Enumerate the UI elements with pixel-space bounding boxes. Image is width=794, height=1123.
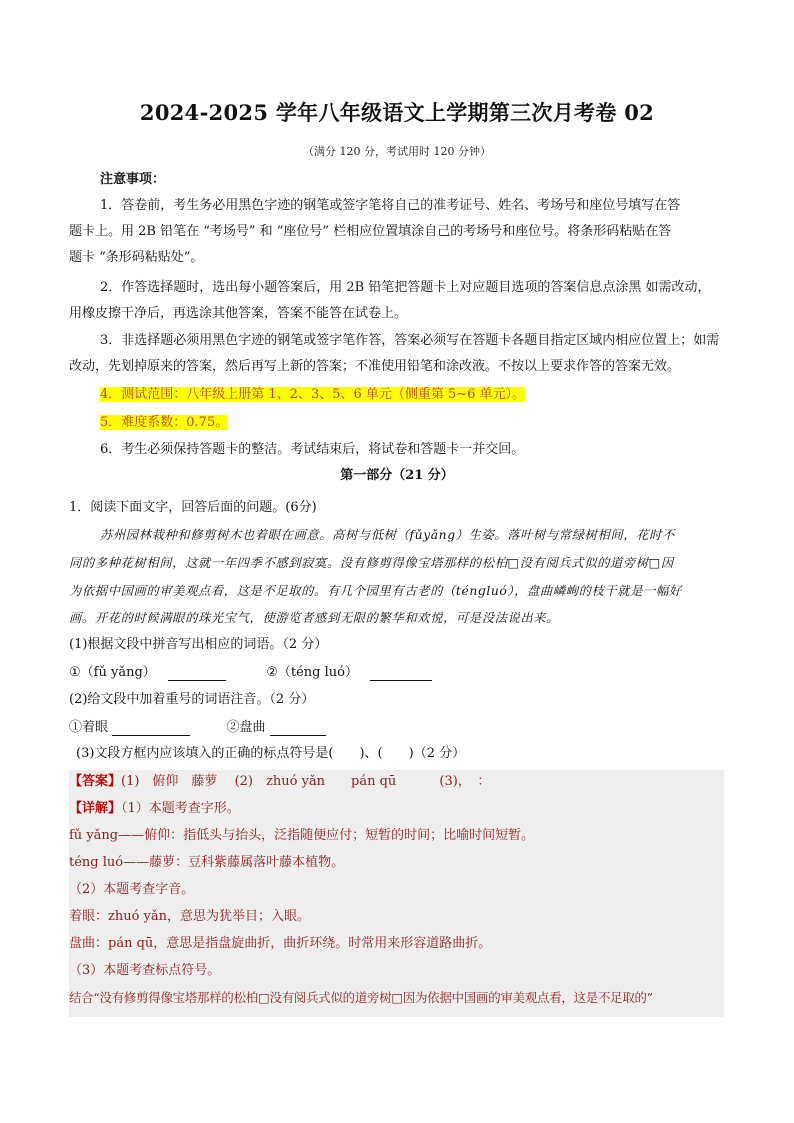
- question-1-stem: 1．阅读下面文字，回答后面的问题。(6分): [69, 500, 317, 515]
- note-4-highlight: 4．测试范围：八年级上册第 1、2、3、5、6 单元（侧重第 5~6 单元）。: [100, 387, 526, 402]
- answer-line: [69, 774, 490, 790]
- detail-2: （2）本题考查字音。: [69, 882, 195, 897]
- sub-question-1: (1)根据文段中拼音写出相应的词语。（2 分）: [69, 637, 328, 652]
- passage-line-2: 同的多种花树相间，这就一年四季不感到寂寞。没有修剪得像宝塔那样的松柏□没有阅兵式似的道旁树□因: [69, 556, 674, 570]
- answer-text: (1) 俯仰 藤萝 (2) zhuó yǎn pán qū (3)， ：: [121, 774, 491, 789]
- note-2-line-2: 用橡皮擦干净后，再选涂其他答案，答案不能答在试卷上。: [69, 306, 408, 321]
- detail-zhuoyan: 着眼：zhuó yǎn，意思为犹举目；入眼。: [69, 909, 311, 924]
- detail-line: [69, 801, 240, 817]
- note-3-line-2: 改动，先划掉原来的答案，然后再写上新的答案；不准使用铅笔和涂改液。不按以上要求作答的答案无效。: [69, 359, 681, 374]
- note-3-line-1: 3．非选择题必须用黑色字迹的钢笔或签字笔作答，答案必须写在答题卡各题目指定区域内相应位置上；如需: [100, 333, 720, 348]
- option-tengluo: ②（téng luó）: [266, 665, 358, 680]
- note-1-line-3: 题卡 “条形码粘贴处”。: [69, 250, 204, 265]
- answer-blank-tengluo[interactable]: [370, 666, 432, 681]
- detail-tengluo: téng luó——藤萝：豆科紫藤属落叶藤本植物。: [69, 855, 345, 870]
- answer-blank-panqu[interactable]: [270, 721, 326, 736]
- sub-question-2: (2)给文段中加着重号的词语注音。（2 分）: [69, 692, 315, 707]
- option-zhuoyan: ①着眼: [69, 720, 109, 735]
- detail-panqu: 盘曲：pán qū，意思是指盘旋曲折，曲折环绕。时常用来形容道路曲折。: [69, 936, 492, 951]
- answer-blank-fuyang[interactable]: [168, 666, 226, 681]
- option-fuyang: ①（fǔ yǎng）: [69, 665, 156, 680]
- sub-question-2-options: [69, 720, 326, 736]
- note-1-line-1: 1．答卷前，考生务必用黑色字迹的钢笔或签字笔将自己的准考证号、姓名、考场号和座位号填写在答: [100, 198, 681, 213]
- answer-tag: 【答案】: [69, 774, 122, 789]
- passage-line-4: 画。开花的时候满眼的珠光宝气，使游览者感到无限的繁华和欢悦，可是没法说出来。: [69, 611, 560, 625]
- note-2-line-1: 2．作答选择题时，选出每小题答案后，用 2B 铅笔把答题卡上对应题目选项的答案信息点涂黑 如需改动，: [100, 280, 711, 295]
- option-panqu: ②盘曲: [226, 720, 266, 735]
- detail-fuyang: fǔ yǎng——俯仰：指低头与抬头，泛指随便应付；短暂的时间；比喻时间短暂。: [69, 828, 535, 843]
- sub-question-3: (3)文段方框内应该填入的正确的标点符号是( )、( )（2 分）: [76, 746, 466, 761]
- note-6: 6．考生必须保持答题卡的整洁。考试结束后，将试卷和答题卡一并交回。: [100, 442, 525, 457]
- page-subtitle: （满分 120 分，考试用时 120 分钟）: [303, 145, 491, 158]
- note-4: [100, 387, 525, 403]
- note-5: [100, 415, 228, 431]
- page-title: 2024-2025 学年八年级语文上学期第三次月考卷 02: [139, 100, 655, 125]
- note-5-highlight: 5．难度系数：0.75。: [100, 415, 229, 430]
- detail-3: （3）本题考查标点符号。: [69, 963, 221, 978]
- detail-tag: 【详解】: [69, 801, 122, 816]
- section-title: 第一部分（21 分）: [340, 468, 454, 483]
- detail-1: （1）本题考查字形。: [121, 801, 240, 816]
- detail-last: 结合“没有修剪得像宝塔那样的松柏□没有阅兵式似的道旁树□因为依据中国画的审美观点看，这是不足取的”: [69, 990, 653, 1005]
- passage-line-3: 为依据中国画的审美观点看，这是不足取的。有几个园里有古老的（ténɡluó），盘曲嶙峋的枝干就是一幅好: [69, 584, 682, 598]
- sub-question-1-options: [69, 665, 432, 681]
- answer-blank-zhuoyan[interactable]: [112, 721, 190, 736]
- note-1-line-2: 题卡上。用 2B 铅笔在 “考场号” 和 “座位号” 栏相应位置填涂自己的考场号和座位号。将条形码粘贴在答: [69, 224, 672, 239]
- passage-line-1: 苏州园林栽种和修剪树木也着眼在画意。高树与低树（fǔyǎng）生姿。落叶树与常绿树相间，花时不: [100, 528, 675, 542]
- notes-heading: 注意事项：: [100, 172, 166, 187]
